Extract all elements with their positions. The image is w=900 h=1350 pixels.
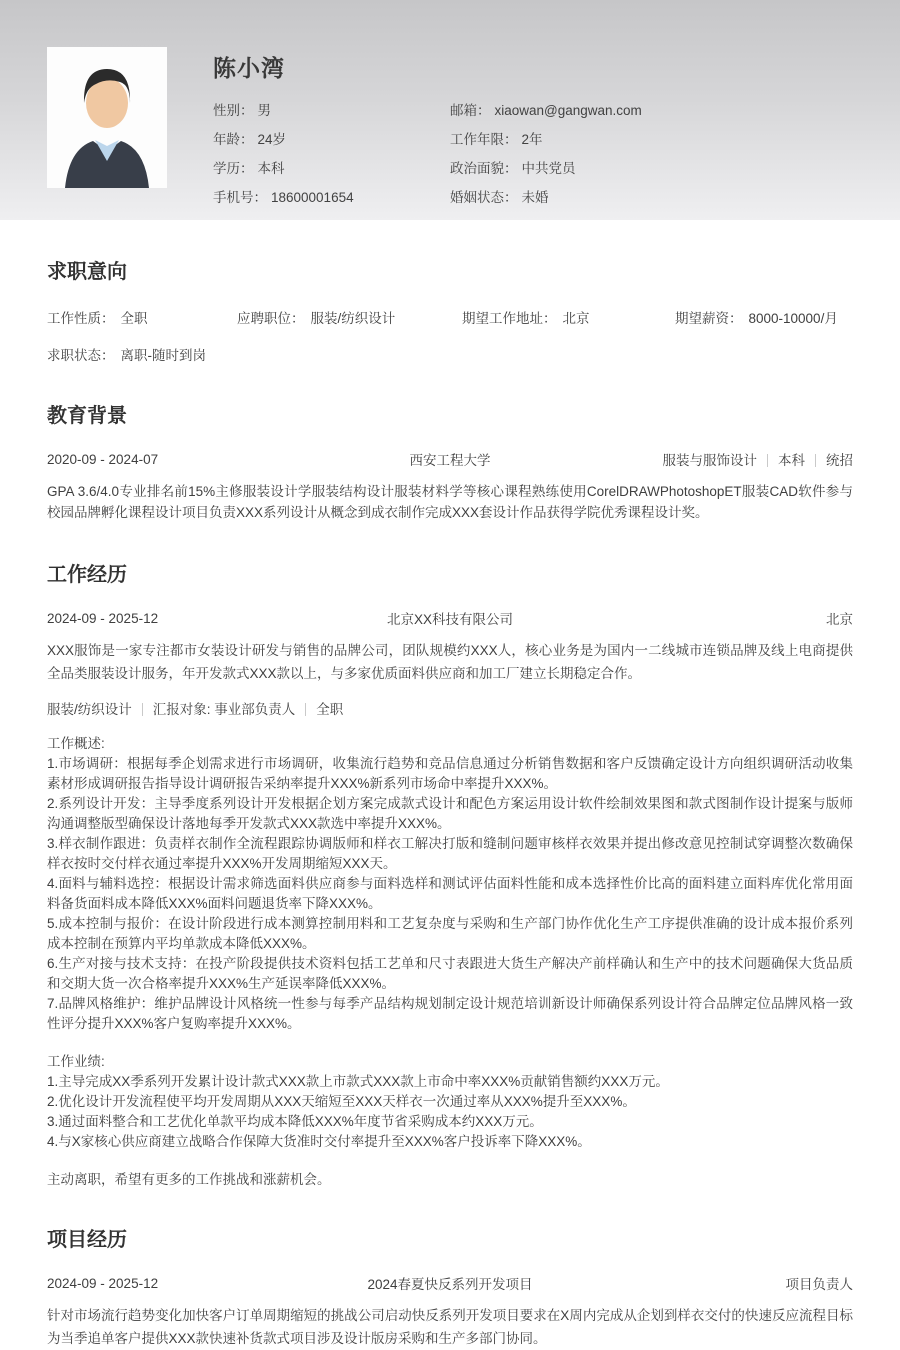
job-type: 全职 — [316, 702, 344, 717]
work-location: 北京 — [826, 612, 853, 627]
work-overview-item: 7.品牌风格维护：维护品牌设计风格统一性参与每季产品结构规划制定设计规范培训新设计师确保系列设计符合品牌定位品牌风格一致性评分提升XXX%客户复购率提升XXX%。 — [47, 996, 853, 1031]
work-achievement-item: 2.优化设计开发流程使平均开发周期从XXX天缩短至XXX天样衣一次通过率从XXX%提升至XXX%。 — [47, 1094, 636, 1109]
education-major: 服装与服饰设计 — [662, 453, 757, 468]
project-title: 项目经历 — [47, 1229, 127, 1251]
work-achievement-item: 1.主导完成XX季系列开发累计设计款式XXX款上市款式XXX款上市命中率XXX%贡献销售额约XXX万元。 — [47, 1074, 669, 1089]
profile-photo — [47, 47, 167, 188]
info-years: 工作年限： 2年 — [450, 132, 543, 147]
intent-status: 求职状态： 离职-随时到岗 — [47, 348, 206, 363]
work-overview-item: 3.样衣制作跟进：负责样衣制作全流程跟踪协调版师和样衣工解决打版和缝制问题审核样衣效果并提出修改意见控制试穿调整次数确保样衣按时交付样衣通过率提升XXX%开发周期缩短XXX天。 — [47, 836, 853, 871]
work-overview-item: 5.成本控制与报价：在设计阶段进行成本测算控制用料和工艺复杂度与采购和生产部门协作优化生产工序提供准确的设计成本报价系列成本控制在预算内平均单款成本降低XXX%。 — [47, 916, 853, 951]
work-achievement-item: 3.通过面料整合和工艺优化单款平均成本降低XXX%年度节省采购成本约XXX万元。 — [47, 1114, 543, 1129]
work-period: 2024-09 - 2025-12 — [47, 610, 159, 626]
info-email: 邮箱： xiaowan@gangwan.com — [450, 103, 642, 118]
work-overview-item: 4.面料与辅料选控：根据设计需求筛选面料供应商参与面料选样和测试评估面料性能和成本选择性价比高的面料建立面料库优化常用面料备货面料成本降低XXX%面料问题退货率下降XXX%。 — [47, 876, 853, 911]
section-work-experience — [47, 558, 853, 1188]
candidate-name: 陈小湾 — [213, 55, 285, 81]
education-title: 教育背景 — [47, 405, 127, 427]
education-enroll-type: 统招 — [826, 453, 853, 468]
job-intention-title: 求职意向 — [47, 261, 127, 283]
resume-header — [0, 0, 900, 220]
info-degree: 学历： 本科 — [213, 161, 285, 176]
intent-location: 期望工作地址： 北京 — [462, 311, 590, 326]
work-company: 北京XX科技有限公司 — [386, 612, 513, 627]
education-school: 西安工程大学 — [409, 453, 491, 468]
divider-bar — [815, 454, 816, 467]
work-title: 工作经历 — [47, 564, 127, 586]
info-phone: 手机号： 18600001654 — [213, 190, 354, 205]
education-degree: 本科 — [778, 453, 805, 468]
info-marital: 婚姻状态： 未婚 — [450, 190, 549, 205]
header-info — [213, 50, 853, 206]
section-job-intention — [47, 255, 853, 364]
work-overview-title: 工作概述: — [47, 736, 105, 751]
project-entry-row — [47, 1273, 853, 1293]
leave-reason: 主动离职，希望有更多的工作挑战和涨薪机会。 — [47, 1172, 331, 1187]
education-entry-row — [47, 449, 853, 469]
work-overview-item: 1.市场调研：根据每季企划需求进行市场调研，收集流行趋势和竞品信息通过分析销售数据和客户反馈确定设计方向组织调研活动收集素材形成调研报告指导设计调研报告采纳率提升XXX%新系列市场命中率提升XXX%。 — [47, 756, 853, 791]
project-period: 2024-09 - 2025-12 — [47, 1275, 159, 1291]
section-education — [47, 399, 853, 523]
resume-body — [0, 255, 900, 1350]
company-intro: XXX服饰是一家专注都市女装设计研发与销售的品牌公司，团队规模约XXX人，核心业务是为国内一二线城市连锁品牌及线上电商提供全品类服装设计服务，年开发款式XXX款以上，与多家优质面料供应商和加工厂建立长期稳定合作。 — [47, 643, 853, 681]
intent-position: 应聘职位： 服装/纺织设计 — [237, 311, 396, 326]
info-political: 政治面貌： 中共党员 — [450, 161, 576, 176]
work-overview-item: 6.生产对接与技术支持：在投产阶段提供技术资料包括工艺单和尺寸表跟进大货生产解决产前样确认和生产中的技术问题确保大货品质和交期大货一次合格率提升XXX%生产延误率降低XXX%。 — [47, 956, 853, 991]
project-role: 项目负责人 — [785, 1277, 853, 1292]
education-period: 2020-09 - 2024-07 — [47, 451, 159, 467]
info-age: 年龄： 24岁 — [213, 132, 287, 147]
project-name: 2024春夏快反系列开发项目 — [367, 1277, 533, 1292]
divider-bar — [767, 454, 768, 467]
work-entry-row — [47, 608, 853, 628]
job-position: 服装/纺织设计 — [47, 702, 132, 717]
basic-info-grid — [213, 99, 853, 206]
project-description: 针对市场流行趋势变化加快客户订单周期缩短的挑战公司启动快反系列开发项目要求在X周内完成从企划到样衣交付的快速反应流程目标为当季追单客户提供XXX款快速补货款式项目涉及设计版房采购和生产多部门协同。 — [47, 1308, 853, 1346]
education-meta — [616, 449, 853, 469]
work-achievement-item: 4.与X家核心供应商建立战略合作保障大货准时交付率提升至XXX%客户投诉率下降XXX%。 — [47, 1134, 591, 1149]
profile-photo-placeholder — [47, 47, 167, 188]
work-achievements — [47, 1072, 853, 1152]
job-meta-row — [47, 698, 853, 718]
work-overview-item: 2.系列设计开发：主导季度系列设计开发根据企划方案完成款式设计和配色方案运用设计软件绘制效果图和款式图制作设计提案与版师沟通调整版型确保设计落地每季开发款式XXX款选中率提升XXX%。 — [47, 796, 853, 831]
work-overview — [47, 734, 853, 1034]
divider-bar — [142, 703, 143, 716]
divider-bar — [305, 703, 306, 716]
intent-salary: 期望薪资： 8000-10000/月 — [675, 311, 838, 326]
education-description: GPA 3.6/4.0专业排名前15%主修服装设计学服装结构设计服装材料学等核心课程熟练使用CorelDRAWPhotoshopET服装CAD软件参与校园品牌孵化课程设计项目负责XXX系列设计从概念到成衣制作完成XXX套设计作品获得学院优秀课程设计奖。 — [47, 484, 853, 520]
section-project-experience — [47, 1223, 853, 1350]
work-achievement-title: 工作业绩: — [47, 1054, 105, 1069]
info-gender: 性别： 男 — [213, 103, 271, 118]
job-report-to: 汇报对象: 事业部负责人 — [152, 702, 296, 717]
intent-job-nature: 工作性质： 全职 — [47, 311, 148, 326]
job-intention-grid — [47, 307, 853, 364]
